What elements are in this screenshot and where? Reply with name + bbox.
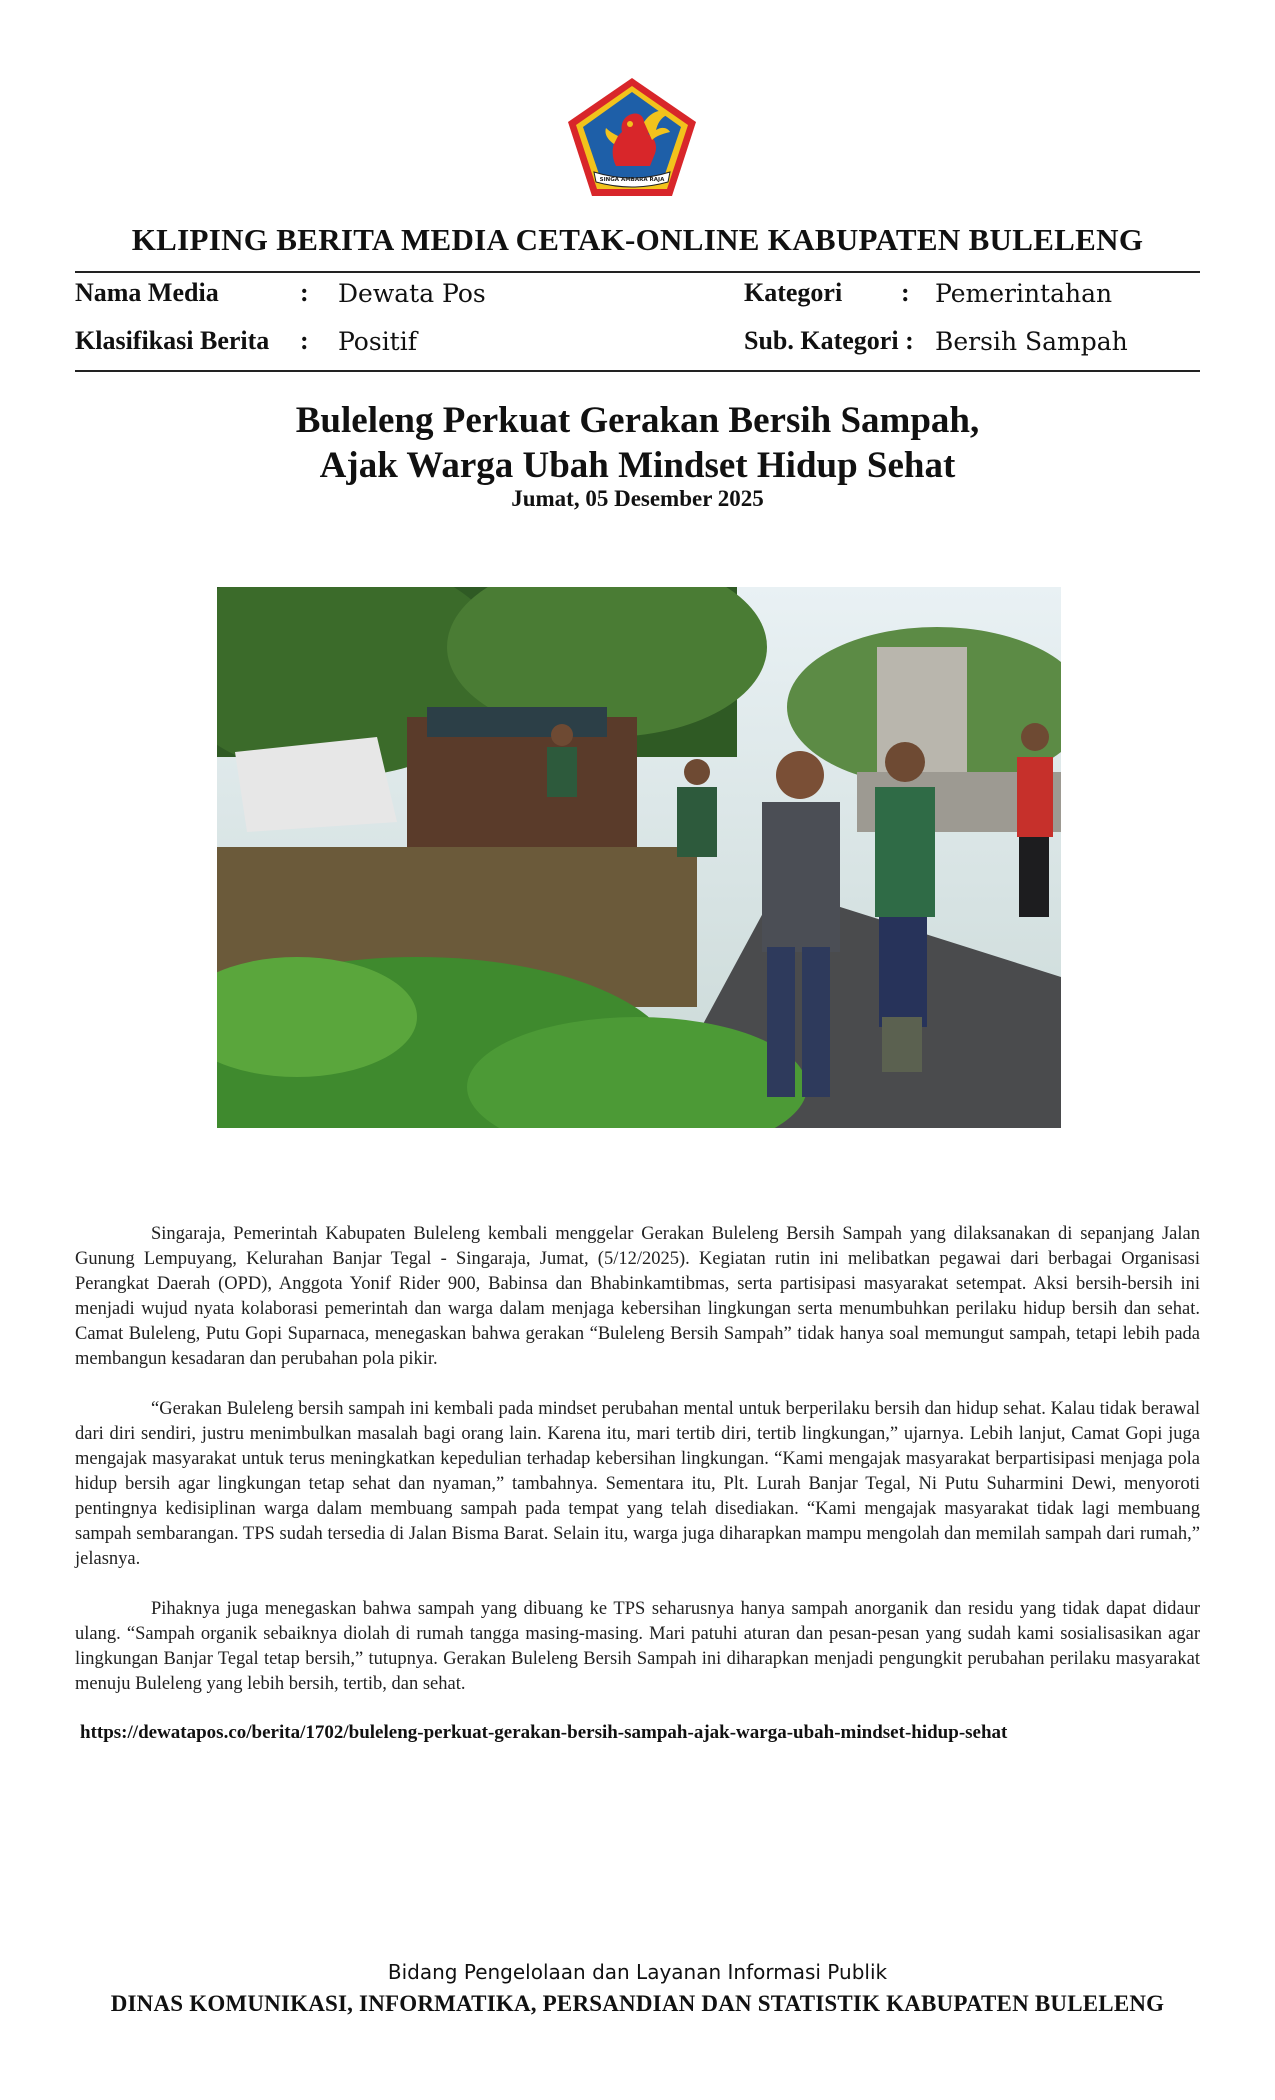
classification-value: Positif	[338, 327, 417, 356]
article-title-line-2: Ajak Warga Ubah Mindset Hidup Sehat	[319, 445, 956, 486]
footer-agency: DINAS KOMUNIKASI, INFORMATIKA, PERSANDIAN DAN STATISTIK KABUPATEN BULELENG	[110, 1991, 1165, 2016]
article-paragraph: Pihaknya juga menegaskan bahwa sampah yang dibuang ke TPS seharusnya hanya sampah anorganik dan residu yang tidak dapat didaur ulang. “Sampah organik sebaiknya diolah di rumah tangga masing-masing. Mari patuhi aturan dan pesan-pesan yang sudah kami sosialisasikan agar lingkungan Banjar Tegal tetap bersih,” tutupnya. Gerakan Buleleng Bersih Sampah ini diharapkan menjadi pengungkit perubahan perilaku masyarakat menuju Buleleng yang lebih bersih, tertib, dan sehat.	[75, 1599, 1200, 1694]
category-value: Pemerintahan	[935, 279, 1113, 308]
svg-text:SINGA AMBARA RAJA: SINGA AMBARA RAJA	[599, 177, 665, 183]
buleleng-emblem-icon	[564, 74, 700, 200]
article-body	[75, 1222, 1200, 1722]
clipping-header-title: KLIPING BERITA MEDIA CETAK-ONLINE KABUPATEN BULELENG	[131, 222, 1144, 257]
article-photo	[217, 587, 1061, 1128]
classification-colon: :	[300, 326, 309, 355]
classification-label: Klasifikasi Berita	[75, 326, 270, 355]
sub-category-value: Bersih Sampah	[935, 327, 1128, 356]
article-title	[75, 398, 1200, 488]
footer-division: Bidang Pengelolaan dan Layanan Informasi Publik	[387, 1960, 888, 1984]
article-paragraph: “Gerakan Buleleng bersih sampah ini kembali pada mindset perubahan mental untuk berperilaku bersih dan hidup sehat. Kalau tidak berawal dari diri sendiri, justru menimbulkan masalah bagi orang lain. Karena itu, mari tertib diri, tertib lingkungan,” ujarnya. Lebih lanjut, Camat Gopi juga mengajak masyarakat untuk terus meningkatkan kepedulian terhadap kebersihan lingkungan. “Kami mengajak masyarakat berpartisipasi menjaga pola hidup bersih agar lingkungan tetap sehat dan nyaman,” tambahnya. Sementara itu, Plt. Lurah Banjar Tegal, Ni Putu Suharmini Dewi, menyoroti pentingnya kedisiplinan warga dalam membuang sampah pada tempat yang telah disediakan. “Kami mengajak masyarakat tidak lagi membuang sampah sembarangan. TPS sudah tersedia di Jalan Bisma Barat. Selain itu, warga juga diharapkan mampu mengolah dan memilah sampah dari rumah,” jelasnya.	[75, 1399, 1200, 1569]
media-name-colon: :	[300, 278, 309, 307]
media-name-value: Dewata Pos	[338, 279, 486, 308]
category-colon: :	[901, 278, 910, 307]
article-date: Jumat, 05 Desember 2025	[511, 486, 764, 511]
sub-category-label: Sub. Kategori :	[744, 326, 914, 355]
source-url-link[interactable]: https://dewatapos.co/berita/1702/buleleng-perkuat-gerakan-bersih-sampah-ajak-warga-ubah-mindset-hidup-sehat	[80, 1722, 1008, 1743]
category-label: Kategori	[744, 278, 843, 307]
article-title-line-1: Buleleng Perkuat Gerakan Bersih Sampah,	[295, 400, 980, 441]
buleleng-regency-logo	[564, 74, 700, 200]
media-name-label: Nama Media	[75, 278, 219, 307]
article-paragraph: Singaraja, Pemerintah Kabupaten Buleleng kembali menggelar Gerakan Buleleng Bersih Sampah yang dilaksanakan di sepanjang Jalan Gunung Lempuyang, Kelurahan Banjar Tegal - Singaraja, Jumat, (5/12/2025). Kegiatan rutin ini melibatkan pegawai dari berbagai Organisasi Perangkat Daerah (OPD), Anggota Yonif Rider 900, Babinsa dan Bhabinkamtibmas, serta partisipasi masyarakat setempat. Aksi bersih-bersih ini menjadi wujud nyata kolaborasi pemerintah dan warga dalam menjaga kebersihan lingkungan serta menumbuhkan perilaku hidup bersih dan sehat. Camat Buleleng, Putu Gopi Suparnaca, menegaskan bahwa gerakan “Buleleng Bersih Sampah” tidak hanya soal memungut sampah, tetapi lebih pada membangun kesadaran dan perubahan pola pikir.	[75, 1224, 1200, 1369]
header-bottom-divider	[75, 370, 1200, 372]
header-top-divider	[75, 271, 1200, 273]
